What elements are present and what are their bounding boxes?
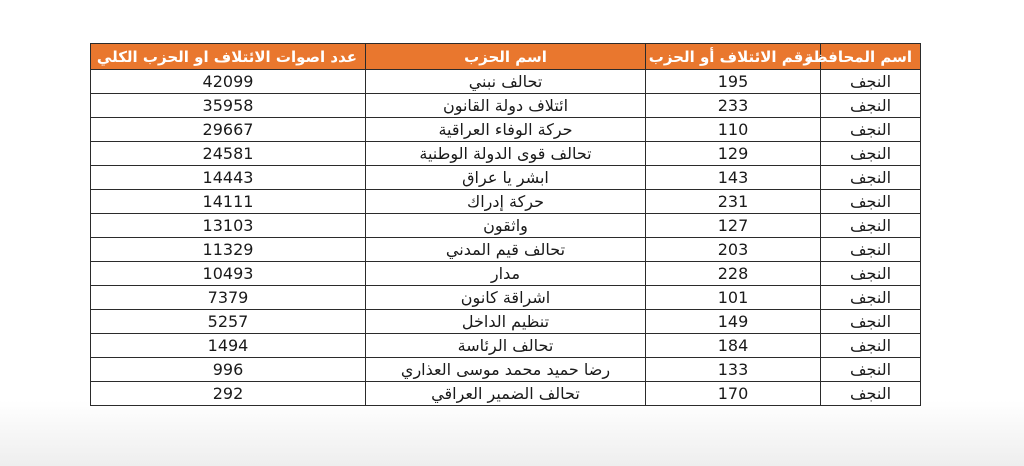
table-row — [91, 118, 921, 142]
cell-party-name: رضا حميد محمد موسى العذاري — [366, 358, 646, 382]
cell-total-votes: 1494 — [91, 334, 366, 358]
header-governorate: اسم المحافظة — [821, 44, 921, 70]
table-row — [91, 382, 921, 406]
cell-coalition-number: 203 — [646, 238, 821, 262]
cell-governorate: النجف — [821, 70, 921, 94]
cell-coalition-number: 233 — [646, 94, 821, 118]
cell-governorate: النجف — [821, 214, 921, 238]
cell-total-votes: 29667 — [91, 118, 366, 142]
table-row — [91, 262, 921, 286]
table-row — [91, 214, 921, 238]
cell-governorate: النجف — [821, 334, 921, 358]
cell-coalition-number: 110 — [646, 118, 821, 142]
header-party-name: اسم الحزب — [366, 44, 646, 70]
cell-party-name: تحالف الرئاسة — [366, 334, 646, 358]
cell-coalition-number: 143 — [646, 166, 821, 190]
cell-coalition-number: 101 — [646, 286, 821, 310]
cell-party-name: ابشر يا عراق — [366, 166, 646, 190]
cell-total-votes: 14443 — [91, 166, 366, 190]
table-row — [91, 94, 921, 118]
cell-coalition-number: 231 — [646, 190, 821, 214]
cell-party-name: ائتلاف دولة القانون — [366, 94, 646, 118]
cell-governorate: النجف — [821, 94, 921, 118]
table-row — [91, 190, 921, 214]
cell-coalition-number: 129 — [646, 142, 821, 166]
cell-governorate: النجف — [821, 142, 921, 166]
header-coalition-number: رقم الائتلاف أو الحزب — [646, 44, 821, 70]
cell-party-name: مدار — [366, 262, 646, 286]
cell-party-name: حركة الوفاء العراقية — [366, 118, 646, 142]
cell-total-votes: 24581 — [91, 142, 366, 166]
cell-governorate: النجف — [821, 118, 921, 142]
cell-coalition-number: 127 — [646, 214, 821, 238]
table-row — [91, 70, 921, 94]
header-total-votes: عدد اصوات الائتلاف او الحزب الكلي — [91, 44, 366, 70]
cell-party-name: واثقون — [366, 214, 646, 238]
cell-total-votes: 35958 — [91, 94, 366, 118]
table-row — [91, 310, 921, 334]
cell-party-name: تحالف الضمير العراقي — [366, 382, 646, 406]
cell-governorate: النجف — [821, 166, 921, 190]
table-row — [91, 334, 921, 358]
cell-total-votes: 10493 — [91, 262, 366, 286]
cell-coalition-number: 149 — [646, 310, 821, 334]
cell-coalition-number: 228 — [646, 262, 821, 286]
cell-coalition-number: 184 — [646, 334, 821, 358]
cell-total-votes: 11329 — [91, 238, 366, 262]
table-row — [91, 238, 921, 262]
cell-governorate: النجف — [821, 190, 921, 214]
table-row — [91, 166, 921, 190]
cell-party-name: حركة إدراك — [366, 190, 646, 214]
cell-total-votes: 7379 — [91, 286, 366, 310]
cell-party-name: اشراقة كانون — [366, 286, 646, 310]
cell-total-votes: 5257 — [91, 310, 366, 334]
cell-total-votes: 14111 — [91, 190, 366, 214]
cell-coalition-number: 133 — [646, 358, 821, 382]
cell-coalition-number: 195 — [646, 70, 821, 94]
cell-total-votes: 996 — [91, 358, 366, 382]
cell-governorate: النجف — [821, 310, 921, 334]
table-row — [91, 286, 921, 310]
cell-party-name: تحالف قوى الدولة الوطنية — [366, 142, 646, 166]
cell-total-votes: 42099 — [91, 70, 366, 94]
cell-governorate: النجف — [821, 286, 921, 310]
cell-governorate: النجف — [821, 262, 921, 286]
table-row — [91, 358, 921, 382]
cell-party-name: تحالف نبني — [366, 70, 646, 94]
table-row — [91, 142, 921, 166]
cell-total-votes: 292 — [91, 382, 366, 406]
cell-party-name: تنظيم الداخل — [366, 310, 646, 334]
table-body — [91, 70, 921, 406]
cell-total-votes: 13103 — [91, 214, 366, 238]
cell-governorate: النجف — [821, 238, 921, 262]
cell-coalition-number: 170 — [646, 382, 821, 406]
cell-governorate: النجف — [821, 358, 921, 382]
cell-governorate: النجف — [821, 382, 921, 406]
table-header-row — [91, 44, 921, 70]
election-results-table — [90, 43, 921, 406]
cell-party-name: تحالف قيم المدني — [366, 238, 646, 262]
